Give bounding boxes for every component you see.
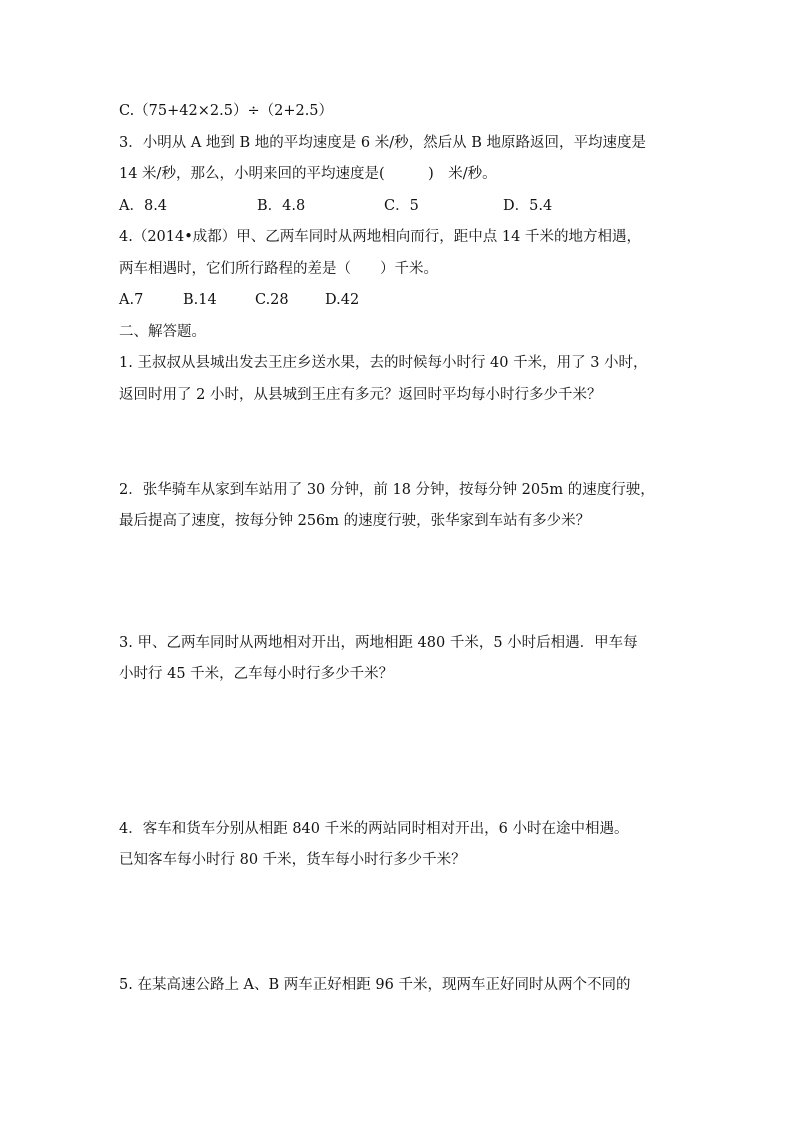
problem-1-line-2: 返回时用了 2 小时，从县城到王庄有多元？返回时平均每小时行多少千米？ <box>119 387 602 403</box>
problem-1-line-1: 1. 王叔叔从县城出发去王庄乡送水果，去的时候每小时行 40 千米，用了 3 小时， <box>119 355 648 371</box>
question-4-option-a: A.7 <box>119 292 144 308</box>
question-4-option-c: C.28 <box>255 292 289 308</box>
question-4-text-line-2: 两车相遇时，它们所行路程的差是（ ）千米。 <box>119 261 438 277</box>
section-heading: 二、解答题。 <box>119 324 206 340</box>
problem-3-line-1: 3. 甲、乙两车同时从两地相对开出，两地相距 480 千米，5 小时后相遇．甲车每 <box>119 635 638 651</box>
problem-4-line-1: 4．客车和货车分别从相距 840 千米的两站同时相对开出，6 小时在途中相遇。 <box>119 821 629 837</box>
question-3-option-c: C．5 <box>384 198 419 214</box>
problem-2-line-2: 最后提高了速度，按每分钟 256m 的速度行驶，张华家到车站有多少米？ <box>119 513 591 529</box>
question-4-text-line-1: 4.（2014•成都）甲、乙两车同时从两地相向而行，距中点 14 千米的地方相遇， <box>119 229 641 245</box>
question-3-option-b: B．4.8 <box>257 198 306 214</box>
question-3-options <box>119 196 552 216</box>
question-4-option-b: B.14 <box>183 292 217 308</box>
problem-4-line-2: 已知客车每小时行 80 千米，货车每小时行多少千米？ <box>119 852 466 868</box>
problem-5-line-1: 5. 在某高速公路上 A、B 两车正好相距 96 千米，现两车正好同时从两个不同的 <box>119 977 631 993</box>
question-3-option-d: D．5.4 <box>503 198 553 214</box>
question-2-option-c: C.（75+42×2.5）÷（2+2.5） <box>119 103 334 119</box>
problem-3-line-2: 小时行 45 千米，乙车每小时行多少千米？ <box>119 666 394 682</box>
problem-2-line-1: 2．张华骑车从家到车站用了 30 分钟，前 18 分钟，按每分钟 205m 的速度行驶， <box>119 482 655 498</box>
question-3-option-a: A．8.4 <box>119 198 168 214</box>
question-4-option-d: D.42 <box>325 292 360 308</box>
question-4-options <box>119 290 359 310</box>
question-3-text-line-1: 3．小明从 A 地到 B 地的平均速度是 6 米/秒，然后从 B 地原路返回，平均速度是 <box>119 135 646 151</box>
question-3-text-line-2: 14 米/秒，那么，小明来回的平均速度是( ) 米/秒。 <box>119 166 497 182</box>
